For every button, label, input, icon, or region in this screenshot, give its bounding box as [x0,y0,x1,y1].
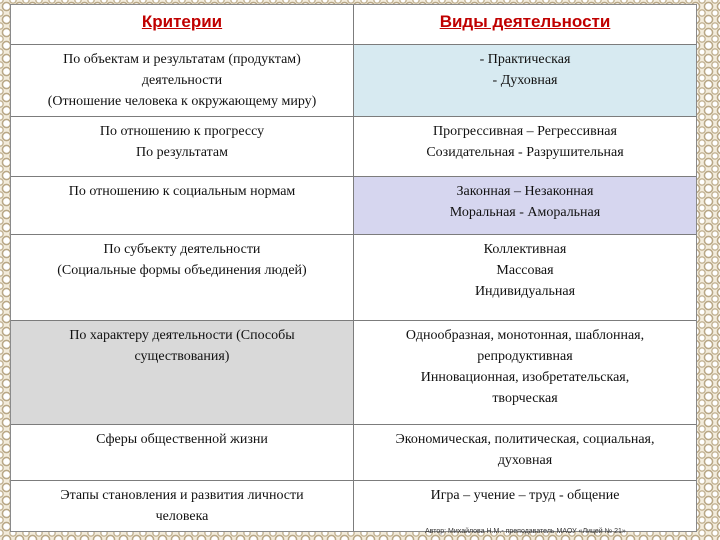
types-cell [354,117,696,177]
activity-types-table [10,4,697,532]
types-cell [354,425,696,481]
table-header-row [11,5,696,45]
types-cell [354,235,696,321]
cell-line: - Духовная [492,73,558,88]
cell-line: деятельности [141,73,223,88]
criterion-cell [11,177,354,235]
author-credit: Автор: Михайлова Н.М.- преподаватель МАОУ «Лицей № 21» [425,528,626,535]
types-cell [354,45,696,117]
cell-line: (Отношение человека к окружающему миру) [47,94,317,109]
table-row [11,117,696,177]
table-row [11,481,696,531]
cell-line: Инновационная, изобретательская, [420,370,630,385]
table-row [11,235,696,321]
cell-line: Прогрессивная – Регрессивная [433,124,617,139]
cell-line: Игра – учение – труд - общение [430,488,620,503]
criterion-cell [11,117,354,177]
cell-line: - Практическая [479,52,571,67]
cell-line: Законная – Незаконная [456,184,594,199]
types-cell [354,321,696,425]
cell-line: репродуктивная [477,349,573,364]
cell-line: Моральная - Аморальная [449,205,601,220]
cell-line: Однообразная, монотонная, шаблонная, [405,328,645,343]
table-row [11,425,696,481]
cell-line: существования) [134,349,230,364]
criterion-cell [11,45,354,117]
cell-line: Коллективная [483,242,567,257]
types-cell [354,177,696,235]
criterion-cell [11,481,354,531]
table-row [11,177,696,235]
cell-line: (Социальные формы объединения людей) [57,263,307,278]
cell-line: По объектам и результатам (продуктам) [63,52,301,67]
cell-line: Массовая [496,263,554,278]
cell-line: Созидательная - Разрушительная [426,145,624,160]
criterion-cell [11,425,354,481]
types-cell [354,481,696,531]
header-criteria: Критерии [11,5,354,45]
cell-line: творческая [492,391,558,406]
cell-line: духовная [497,453,553,468]
criterion-cell [11,321,354,425]
cell-line: По отношению к социальным нормам [68,184,296,199]
cell-line: Индивидуальная [474,284,576,299]
criterion-cell [11,235,354,321]
cell-line: Этапы становления и развития личности [60,488,304,503]
cell-line: По результатам [136,145,228,160]
cell-line: Сферы общественной жизни [96,432,268,447]
cell-line: По характеру деятельности (Способы [69,328,295,343]
cell-line: Экономическая, политическая, социальная, [395,432,655,447]
cell-line: По отношению к прогрессу [99,124,265,139]
cell-line: человека [155,509,209,524]
table-row [11,321,696,425]
cell-line: По субъекту деятельности [103,242,261,257]
table-row [11,45,696,117]
header-activity-types: Виды деятельности [354,5,696,45]
